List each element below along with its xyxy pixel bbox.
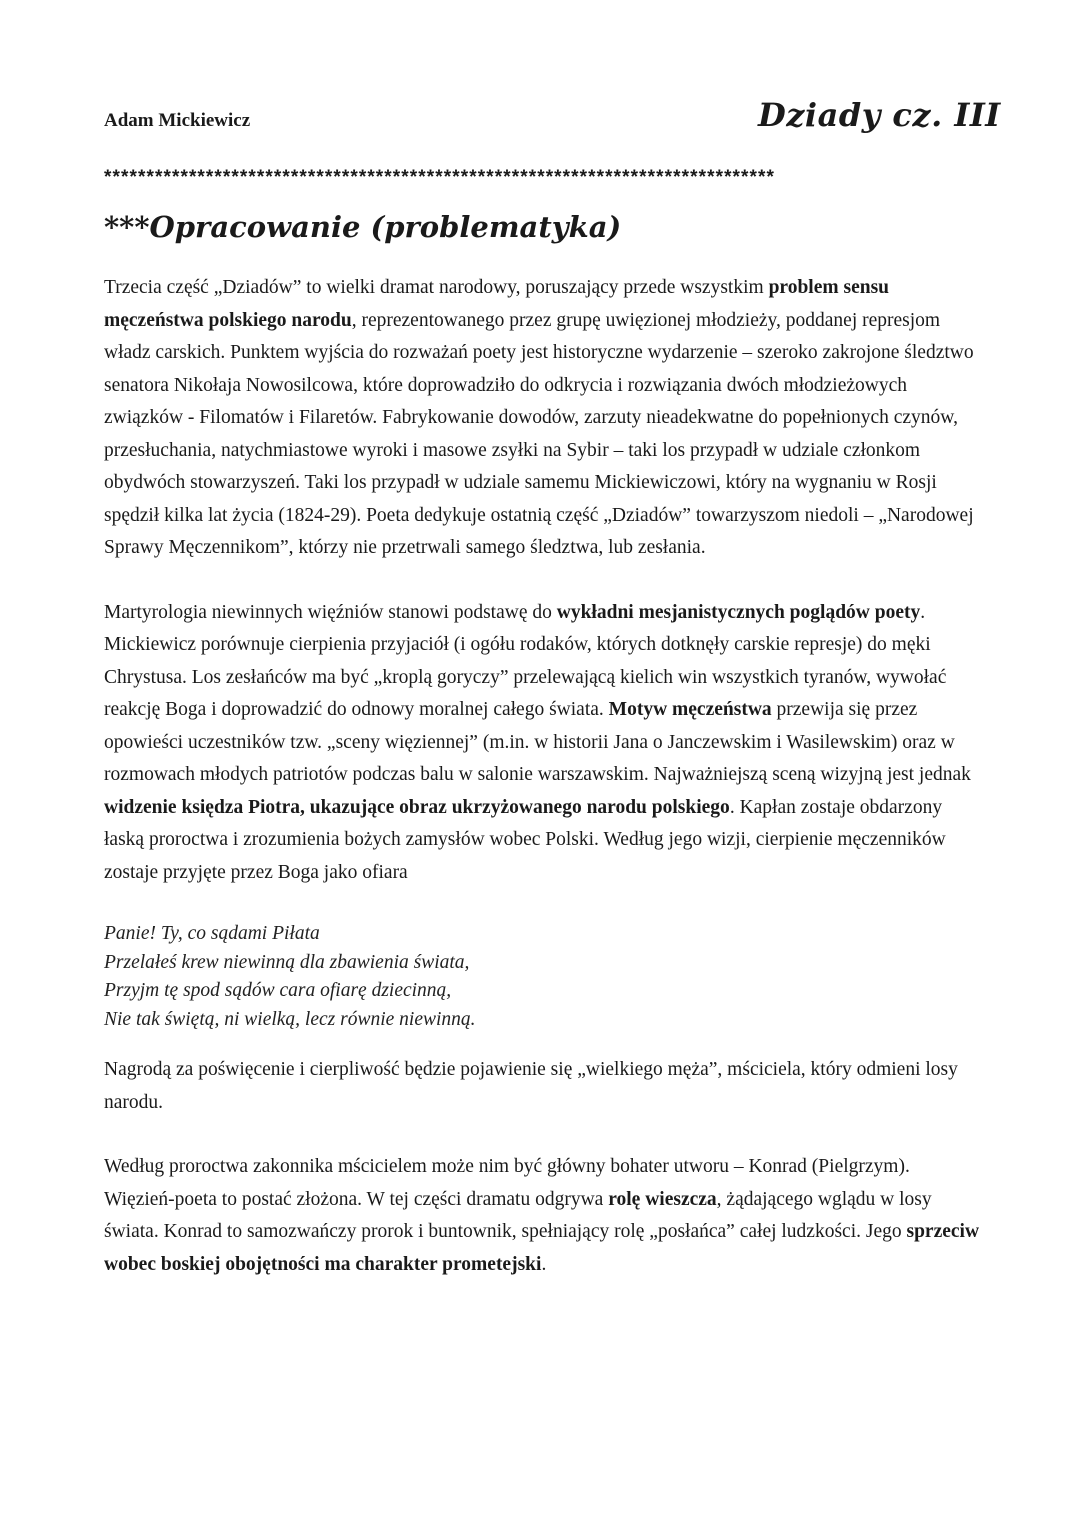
paragraph-text: . [541, 1253, 547, 1275]
paragraph-text: . Mickiewicz porównuje cierpienia przyjaciół (i ogółu rodaków, których dotknęły carskie represje) do męki Chrystusa. Los zesłańców ma być „kroplą goryczy” przelewającą kielich win wszystkich tyranów, wywołać reakcję Boga i doprowadzić do odnowy moralnej całego świata. [104, 601, 947, 720]
paragraph-text: Martyrologia niewinnych więźniów stanowi podstawę do [104, 601, 557, 623]
paragraph-text: , żądającego wglądu w losy świata. Konrad to samozwańczy prorok i buntownik, spełniający rolę „posłańca” całej ludzkości. Jego [104, 1188, 932, 1242]
bold-phrase: rolę wieszcza [608, 1188, 717, 1210]
author-name: Adam Mickiewicz [104, 110, 251, 131]
bold-phrase: wykładni mesjanistycznych poglądów poety [556, 601, 921, 623]
paragraph-text: Nagrodą za poświęcenie i cierpliwość będzie pojawienie się „wielkiego męża”, mściciela, który odmieni losy narodu. [104, 1059, 958, 1113]
document-body [104, 272, 984, 1281]
section-heading: ***Opracowanie (problematyka) [104, 210, 622, 244]
paragraph-text: przewija się przez opowieści uczestników tzw. „sceny więziennej” (m.in. w historii Jana o Janczewskim i Wasilewskim) oraz w rozmowach młodych patriotów podczas balu w salonie warszawskim. Najważniejszą sceną wizyjną jest jednak [104, 699, 971, 785]
paragraph-text: Trzecia część „Dziadów” to wielki dramat narodowy, poruszający przede wszystkim [104, 277, 769, 298]
paragraph-text: . Kapłan zostaje obdarzony łaską proroctwa i zrozumienia bożych zamysłów wobec Polski. Według jego wizji, cierpienie męczenników zostaje przyjęte przez Boga jako ofiara [104, 796, 946, 883]
paragraph-text: , reprezentowanego przez grupę uwięzionej młodzieży, poddanej represjom władz carskich. Punktem wyjścia do rozważań poety jest historyczne wydarzenie – szeroko zakrojone śledztwo senatora Nikołaja Nowosilcowa, które doprowadziło do odkrycia i rozwiązania dwóch młodzieżowych związków - Filomatów i Filaretów. Fabrykowanie dowodów, zarzuty nieadekwatne do popełnionych czynów, przesłuchania, natychmiastowe wyroki i masowe zsyłki na Sybir – taki los przypadł w udziale członkom obydwóch stowarzyszeń. Taki los przypadł w udziale samemu Mickiewiczowi, który na wygnaniu w Rosji spędził kilka lat życia (1824-29). Poeta dedykuje ostatnią część „Dziadów” towarzyszom niedoli – „Narodowej Sprawy Męczennikom”, którzy nie przetrwali samego śledztwa, lub zesłania. [104, 309, 974, 558]
paragraph-reward [104, 1054, 984, 1119]
poem-line: Przyjm tę spod sądów cara ofiarę dziecinną, [104, 980, 452, 1001]
paragraph-intro [104, 272, 984, 565]
paragraph-martyrology [104, 597, 984, 890]
bold-phrase: Motyw męczeństwa [608, 699, 772, 720]
poem-line: Panie! Ty, co sądami Piłata [104, 923, 320, 944]
separator-line: ******************************************************************************* [104, 168, 776, 188]
poem-quote [104, 920, 984, 1034]
poem-line: Przelałeś krew niewinną dla zbawienia świata, [104, 951, 470, 973]
poem-line: Nie tak świętą, ni wielką, lecz równie niewinną. [104, 1008, 476, 1030]
paragraph-konrad [104, 1151, 984, 1281]
bold-phrase: widzenie księdza Piotra, ukazujące obraz ukrzyżowanego narodu polskiego [104, 796, 730, 818]
paragraph-text: Według proroctwa zakonnika mścicielem może nim być główny bohater utworu – Konrad (Pielgrzym). Więzień-poeta to postać złożona. W tej części dramatu odgrywa [104, 1156, 910, 1210]
bold-phrase: problem sensu męczeństwa polskiego narodu [104, 277, 890, 331]
bold-phrase: sprzeciw wobec boskiej obojętności ma charakter prometejski [104, 1221, 980, 1275]
document-title: Dziady cz. III [758, 96, 1001, 134]
